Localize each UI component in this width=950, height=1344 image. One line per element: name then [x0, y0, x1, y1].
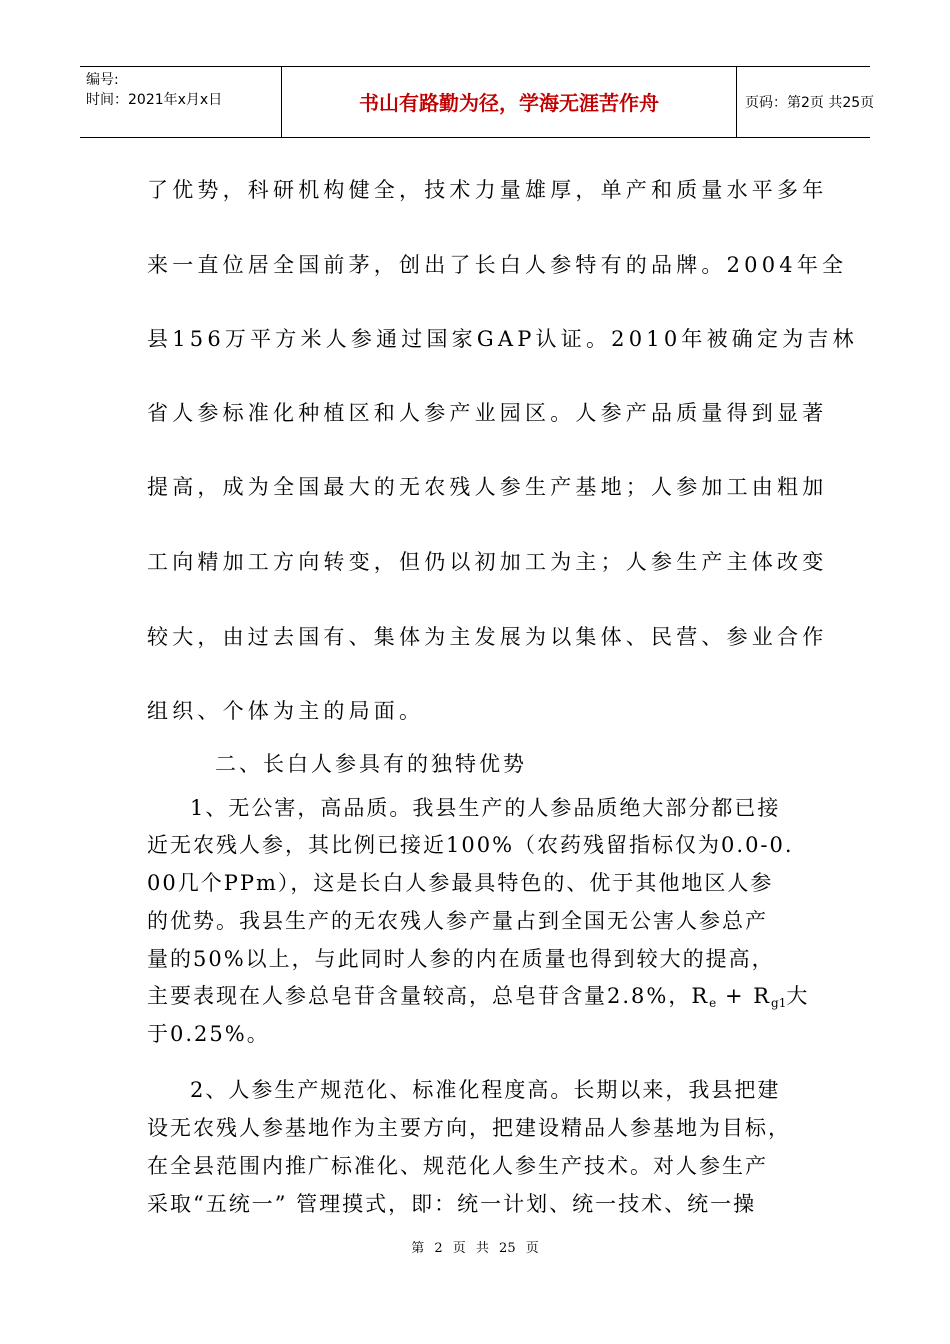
- body-line: 设无农残人参基地作为主要方向，把建设精品人参基地为目标，: [147, 1116, 791, 1140]
- body-line: 工向精加工方向转变，但仍以初加工为主；人参生产主体改变: [147, 550, 828, 574]
- header-page-cell: [737, 67, 875, 137]
- document-number-label: 编号:: [86, 72, 119, 88]
- body-line: 了优势，科研机构健全，技术力量雄厚，单产和质量水平多年: [147, 178, 828, 202]
- header-motto: 书山有路勤为径，学海无涯苦作舟: [359, 91, 659, 115]
- body-line: 2、人参生产规范化、标准化程度高。长期以来，我县把建: [190, 1078, 781, 1102]
- page-header: [80, 66, 875, 138]
- body-line-text-end: 大: [786, 984, 810, 1008]
- body-line: 在全县范围内推广标准化、规范化人参生产技术。对人参生产: [147, 1154, 768, 1178]
- header-motto-cell: [282, 67, 737, 137]
- body-line: 1、无公害，高品质。我县生产的人参品质绝大部分都已接: [190, 796, 781, 820]
- page-footer: 第 2 页 共 25 页: [411, 1241, 539, 1256]
- body-line: 提高，成为全国最大的无农残人参生产基地；人参加工由粗加: [147, 475, 828, 499]
- body-line: 量的50%以上，与此同时人参的内在质量也得到较大的提高，: [147, 947, 775, 971]
- body-line: 的优势。我县生产的无农残人参产量占到全国无公害人参总产: [147, 909, 768, 933]
- body-line: [147, 980, 809, 1010]
- plus-text: + R: [716, 984, 772, 1008]
- body-line: 县156万平方米人参通过国家GAP认证。2010年被确定为吉林: [147, 327, 858, 351]
- body-line: 近无农残人参，其比例已接近100%（农药残留指标仅为0.0-0.: [147, 833, 794, 857]
- header-meta: [80, 67, 282, 137]
- body-line: 较大，由过去国有、集体为主发展为以集体、民营、参业合作: [147, 625, 828, 649]
- body-line: 00几个PPm），这是长白人参最具特色的、优于其他地区人参: [147, 871, 774, 895]
- document-date-label: 时间：2021年x月x日: [86, 92, 223, 108]
- body-line-text: 主要表现在人参总皂苷含量较高，总皂苷含量2.8%，R: [147, 984, 710, 1008]
- subscript-e: e: [709, 996, 717, 1010]
- body-line: 省人参标准化种植区和人参产业园区。人参产品质量得到显著: [147, 401, 828, 425]
- header-page-number: 页码：第2页 共25页: [745, 95, 875, 111]
- body-line: 于0.25%。: [147, 1022, 270, 1046]
- body-line: 组织、个体为主的局面。: [147, 699, 425, 723]
- body-line: 采取“五统一” 管理摸式，即：统一计划、统一技术、统一操: [147, 1192, 757, 1216]
- subscript-g1: g1: [771, 996, 787, 1010]
- body-line: 来一直位居全国前茅，创出了长白人参特有的品牌。2004年全: [147, 253, 848, 277]
- section-heading: 二、长白人参具有的独特优势: [215, 752, 527, 776]
